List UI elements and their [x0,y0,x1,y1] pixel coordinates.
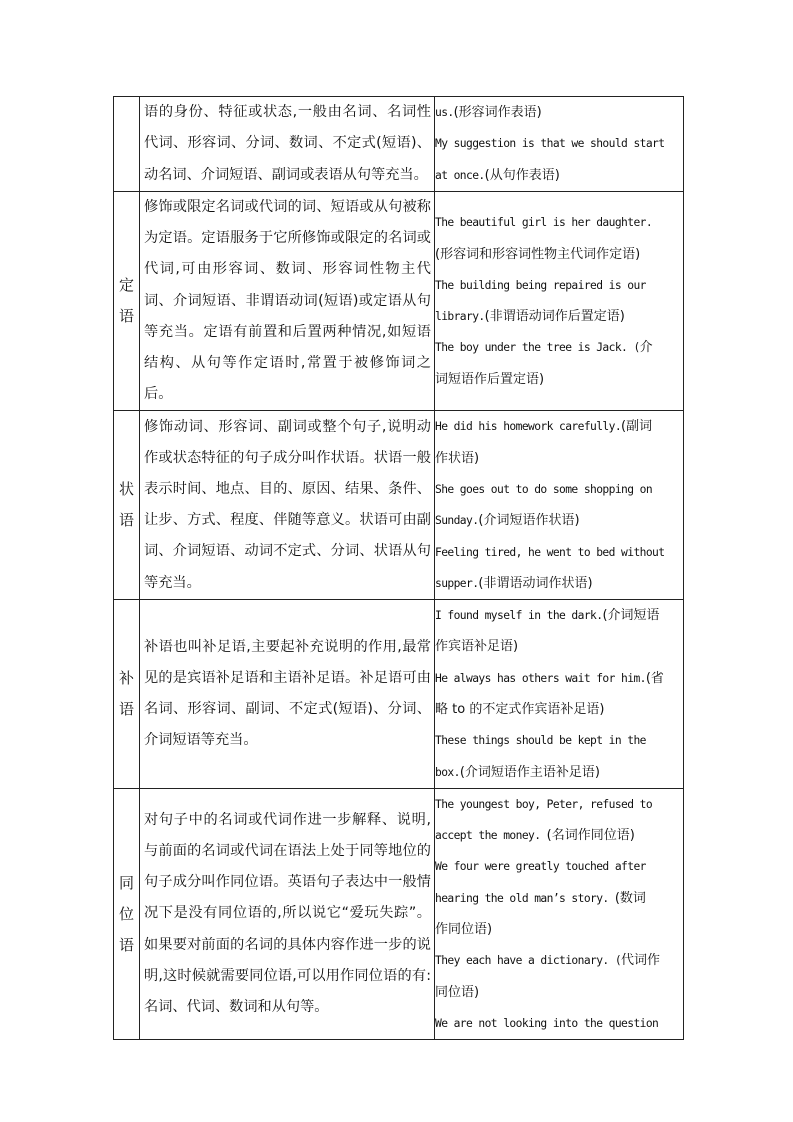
example-zh: (介词短语作状语) [478,513,580,529]
example-en: I found myself in the dark. [435,609,603,623]
example-zh: (从句作表语) [484,167,560,183]
table-row [114,600,684,789]
example-en: We four were greatly touched after [435,860,646,874]
example-zh: (介词短语作主语补足语) [459,764,600,780]
example-en: hearing the old man’s story. [435,891,615,905]
description-text: 对句子中的名词或代词作进一步解释、说明,与前面的名词或代词在语法上处于同等地位的句子成分叫作同位语。英语句子表达中一般情况下是没有同位语的,所以说它“爱玩失踪”。如果要对前面的名词的具体内容作进一步的说明,这时候就需要同位语,可以用作同位语的有:名词、代词、数词和从句等。 [144,811,431,1016]
description-cell [140,600,435,789]
example-cell [435,191,684,410]
term-label: 定语 [119,276,135,326]
example-en: The beautiful girl is her daughter. [435,216,653,230]
example-en: My suggestion is that we should start [435,137,665,151]
table-row [114,97,684,192]
description-text: 修饰或限定名词或代词的词、短语或从句被称为定语。定语服务于它所修饰或限定的名词或代词,可由形容词、数词、形容词性物主代词、介词短语、非谓语动词(短语)或定语从句等充当。定语有前置和后置两种情况,如短语结构、从句等作定语时,常置于被修饰词之后。 [144,198,431,403]
example-en: They each have a dictionary. ( [435,954,622,968]
example-en: He did his homework carefully. [435,420,622,434]
example-en: Feeling tired, he went to bed without [435,545,665,559]
example-zh: 词短语作后置定语) [435,371,545,387]
example-en: The boy under the tree is Jack. ( [435,341,640,355]
description-text: 修饰动词、形容词、副词或整个句子,说明动作或状态特征的句子成分叫作状语。状语一般表示时间、地点、目的、原因、结果、条件、让步、方式、程度、伴随等意义。状语可由副词、介词短语、动词不定式、分词、状语从句等充当。 [144,418,431,591]
example-cell [435,600,684,789]
example-zh: (数词 [614,890,646,906]
example-cell [435,97,684,192]
term-label: 同位语 [119,873,135,954]
example-zh: (副词 [621,419,653,435]
example-en: The building being repaired is our [435,278,646,292]
example-zh: 略 to 的不定式作宾语补足语) [435,701,605,717]
example-en: She goes out to do some shopping on [435,482,653,496]
example-en: library. [435,310,485,324]
description-cell [140,788,435,1039]
example-en: He always has others wait for him. [435,671,646,685]
term-cell [114,97,140,192]
example-en: box. [435,765,460,779]
example-en: us. [435,106,454,119]
example-en: The youngest boy, Peter, refused to [435,797,653,811]
example-en: These things should be kept in the [435,734,646,748]
term-label: 补语 [119,668,135,718]
example-zh: 作同位语) [435,922,493,938]
example-en: at once. [435,168,485,182]
table-row [114,788,684,1039]
example-cell [435,788,684,1039]
grammar-table [113,96,684,1040]
example-zh: (名词作同位语) [546,828,635,844]
term-cell [114,600,140,789]
example-cell [435,411,684,600]
term-cell [114,411,140,600]
example-zh: 同位语) [435,984,480,1000]
example-en: Sunday. [435,514,479,528]
term-label: 状语 [119,480,135,530]
example-zh: (省 [645,670,664,686]
example-zh: 介 [639,340,653,356]
table-row [114,411,684,600]
description-cell [140,191,435,410]
example-zh: 作状语) [435,450,480,466]
description-cell [140,411,435,600]
term-cell [114,788,140,1039]
description-text: 语的身份、特征或状态,一般由名词、名词性代词、形容词、分词、数词、不定式(短语)、动名词、介词短语、副词或表语从句等充当。 [144,104,431,183]
example-zh: (非谓语动词作状语) [478,575,593,591]
example-zh: (形容词和形容词性物主代词作定语) [435,246,641,262]
example-zh: (非谓语动词作后置定语) [484,309,625,325]
table-row [114,191,684,410]
example-zh: (介词短语 [602,608,660,624]
example-zh: 作宾语补足语) [435,639,519,655]
term-cell [114,191,140,410]
description-text: 补语也叫补足语,主要起补充说明的作用,最常见的是宾语补足语和主语补足语。补足语可由名词、形容词、副词、不定式(短语)、分词、介词短语等充当。 [144,638,431,749]
example-en: We are not looking into the question [435,1016,659,1030]
example-en: supper. [435,576,479,590]
example-en: accept the money. [435,829,547,843]
description-cell [140,97,435,192]
example-zh: 代词作 [621,953,661,969]
example-zh: (形容词作表语) [453,105,542,120]
